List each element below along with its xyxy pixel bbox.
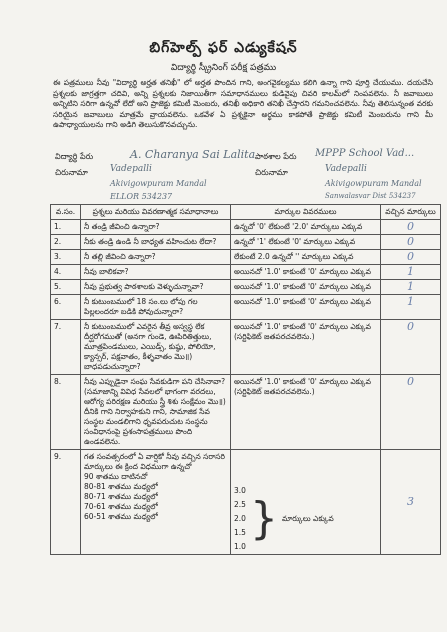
row-mark: 0 — [381, 375, 441, 450]
row-number: 9. — [51, 450, 81, 555]
school-name-label: పాఠశాల పేరు — [255, 152, 297, 161]
grade-range: 60-51 శాతము మధ్యలో — [84, 512, 158, 521]
school-address-line-1: Vadepalli — [325, 164, 367, 174]
table-row-grades — [51, 450, 441, 555]
row-detail — [231, 450, 381, 555]
table-header-row — [51, 205, 441, 220]
row-number: 2. — [51, 235, 81, 250]
row-question: నీవు ప్రభుత్వ పాఠశాలకు వెళ్ళుచున్నావా? — [81, 280, 231, 295]
address-line-1: Vadepalli — [110, 164, 152, 174]
row-detail: అయినచో '1.0' కాకుంటే '0' మార్కులు ఎక్కువ (సర్టిఫికెట్ జతపరచవలెను.) — [231, 375, 381, 450]
row-number: 5. — [51, 280, 81, 295]
instructions-paragraph: ఈ పత్రములు నీవు "విద్యార్థి అర్హత తనిఖీ" లో అర్హత పొందిన గాని, అంగవైకల్యము కలిగి ఉన్నా గాని పూర్తి చేయుము. దయచేసి ప్రశ్నలకు జాగ్రత్తగా చదివి, అన్ని ప్రశ్నలకు నిజాయితీగా సమాధానములు కుడివైపు చివరి కాలమ్‌లో నింపవలెను. నీ జవాబులు అన్నిటిని సరిగా ఉన్నవో లేదో ఆని ప్రాజెక్టు కమిటీ మెంబరు, తనిఖీ అధికారి తనిఖీ చేస్తారని గమనించవలెను. నీవు తెలిసున్నంత వరకు సరియైన జవాబులు మాత్రమే వ్రాయవలెను. ఒకవేళ ఏ ప్రశ్నకైనా అర్థము కాకపోతే ప్రాజెక్టు కమిటీ మెంబరును గాని మీ ఉపాధ్యాయులను గాని అడిగి తెలుసుకొనవచ్చును. — [53, 78, 433, 130]
row-question: నీకు తండ్రి ఉండి నీ బాధ్యత వహించుట లేదా? — [81, 235, 231, 250]
row-question: నీ తండ్రి జీవించి ఉన్నారా? — [81, 220, 231, 235]
grades-intro: గత సంవత్సరంలో ఏ వార్షికో నీవు వచ్చిన సరాసరి మార్కులు ఈ క్రింద విధముగా ఉన్నచో — [84, 452, 225, 471]
col-header-question: ప్రశ్నలు మరియు వివరణాత్మక సమాధానాలు — [81, 205, 231, 220]
row-detail: అయినచో '1.0' కాకుంటే '0' మార్కులు ఎక్కువ — [231, 280, 381, 295]
row-number: 6. — [51, 295, 81, 320]
row-mark: 0 — [381, 220, 441, 235]
table-row — [51, 265, 441, 280]
row-detail: లేకుంటే 2.0 ఉన్నచో '' మార్కులు ఎక్కువ — [231, 250, 381, 265]
row-number: 4. — [51, 265, 81, 280]
row-detail: అయినచో '1.0' కాకుంటే '0' మార్కులు ఎక్కువ — [231, 295, 381, 320]
student-name-label: విద్యార్థి పేరు — [55, 152, 94, 161]
col-header-marks: వచ్చిన మార్కులు — [381, 205, 441, 220]
school-name-value: MPPP School Vad... — [315, 148, 415, 159]
grade-range: 70-61 శాతము మధ్యలో — [84, 502, 158, 511]
form-title: బిగ్‌హెల్ప్ ఫర్ ఎడ్యుకేషన్ — [149, 40, 298, 56]
table-row — [51, 235, 441, 250]
row-question — [81, 450, 231, 555]
row-mark: 0 — [381, 320, 441, 375]
table-row — [51, 250, 441, 265]
grade-value: 1.0 — [234, 542, 246, 551]
row-number: 7. — [51, 320, 81, 375]
address-line-2: Akivigowpuram Mandal — [110, 179, 207, 188]
row-detail: ఉన్నచో '0' లేకుంటే '2.0' మార్కులు ఎక్కువ — [231, 220, 381, 235]
grade-value: 1.5 — [234, 528, 246, 537]
grade-range: 90 శాతము దాటినచో — [84, 472, 148, 481]
school-address-line-2: Akivigowpuram Mandal — [325, 179, 422, 188]
row-question: నీ కుటుంబములో 18 సం.లు లోపు గల పిల్లలందరూ బడికి పోవుచున్నారా? — [81, 295, 231, 320]
school-address-line-3: Sanwalasvar Dist 534237 — [325, 192, 416, 200]
row-mark: 0 — [381, 235, 441, 250]
row-mark: 0 — [381, 250, 441, 265]
form-subtitle: విద్యార్థి స్క్రీనింగ్ పరీక్ష పత్రము — [170, 63, 277, 73]
grades-detail: మార్కులు ఎక్కువ — [281, 514, 334, 523]
row-question: నీవు బాలికవా? — [81, 265, 231, 280]
address-label: చిరునామా — [55, 168, 88, 177]
brace-icon: } — [249, 493, 278, 544]
grade-value: 3.0 — [234, 486, 246, 495]
row-detail: అయినచో '1.0' కాకుంటే '0' మార్కులు ఎక్కువ (సర్టిఫికెట్ జతపరచవలెను.) — [231, 320, 381, 375]
row-detail: అయినచో '1.0' కాకుంటే '0' మార్కులు ఎక్కువ — [231, 265, 381, 280]
row-number: 8. — [51, 375, 81, 450]
row-mark: 3 — [381, 450, 441, 555]
table-row — [51, 220, 441, 235]
address-line-3: ELLOR 534237 — [110, 192, 173, 201]
table-row — [51, 280, 441, 295]
row-question: నీ తల్లి జీవించి ఉన్నారా? — [81, 250, 231, 265]
table-row — [51, 320, 441, 375]
row-number: 1. — [51, 220, 81, 235]
row-question: నీ కుటుంబములో ఎవరైన తీవ్ర అస్వస్థ లేక దీర్ఘరోగముతో (అనగా గుండె, ఊపిరితిత్తులు, మూత్రపిండములు, ఎయిడ్స్, కుష్ఠు, పోలియో, క్యాన్సర్, పక్షవాతం, కీళ్ళవాతం మొ॥) బాధపడుచున్నారా? — [81, 320, 231, 375]
table-row — [51, 295, 441, 320]
student-name-value: A. Charanya Sai Lalita — [130, 148, 256, 161]
row-mark: 1 — [381, 265, 441, 280]
col-header-details: మార్కుల వివరములు — [231, 205, 381, 220]
grade-value: 2.5 — [234, 500, 246, 509]
row-detail: ఉన్నచో '1' లేకుంటే '0' మార్కులు ఎక్కువ — [231, 235, 381, 250]
grade-range: 80-81 శాతము మధ్యలో — [84, 482, 158, 491]
school-address-label: చిరునామా — [255, 168, 288, 177]
row-question: నీవు ఎప్పుడైనా సంఘ సేవకుడిగా పని చేసినావా? (సమాజాన్ని వివిధ సేవలలో భాగంగా వరదలు, ఆరోగ్య పరిరక్షణ మరియు స్త్రీ శిశు సంక్షేమం మొ॥) దీనికి గాని నిర్వాహకుని గాని, సామాజిక సేవ సంస్థల మండలిగాని ధృవపరుచుట సంస్థను సంవిధానంపై ప్రశంసాపత్రములు పొంది ఉండవలెను. — [81, 375, 231, 450]
row-mark: 1 — [381, 280, 441, 295]
grade-range: 80-71 శాతము మధ్యలో — [84, 492, 158, 501]
grade-value: 2.0 — [234, 514, 246, 523]
row-mark: 1 — [381, 295, 441, 320]
row-number: 3. — [51, 250, 81, 265]
table-row — [51, 375, 441, 450]
col-header-no: వ.సం. — [51, 205, 81, 220]
screening-table — [50, 204, 441, 555]
